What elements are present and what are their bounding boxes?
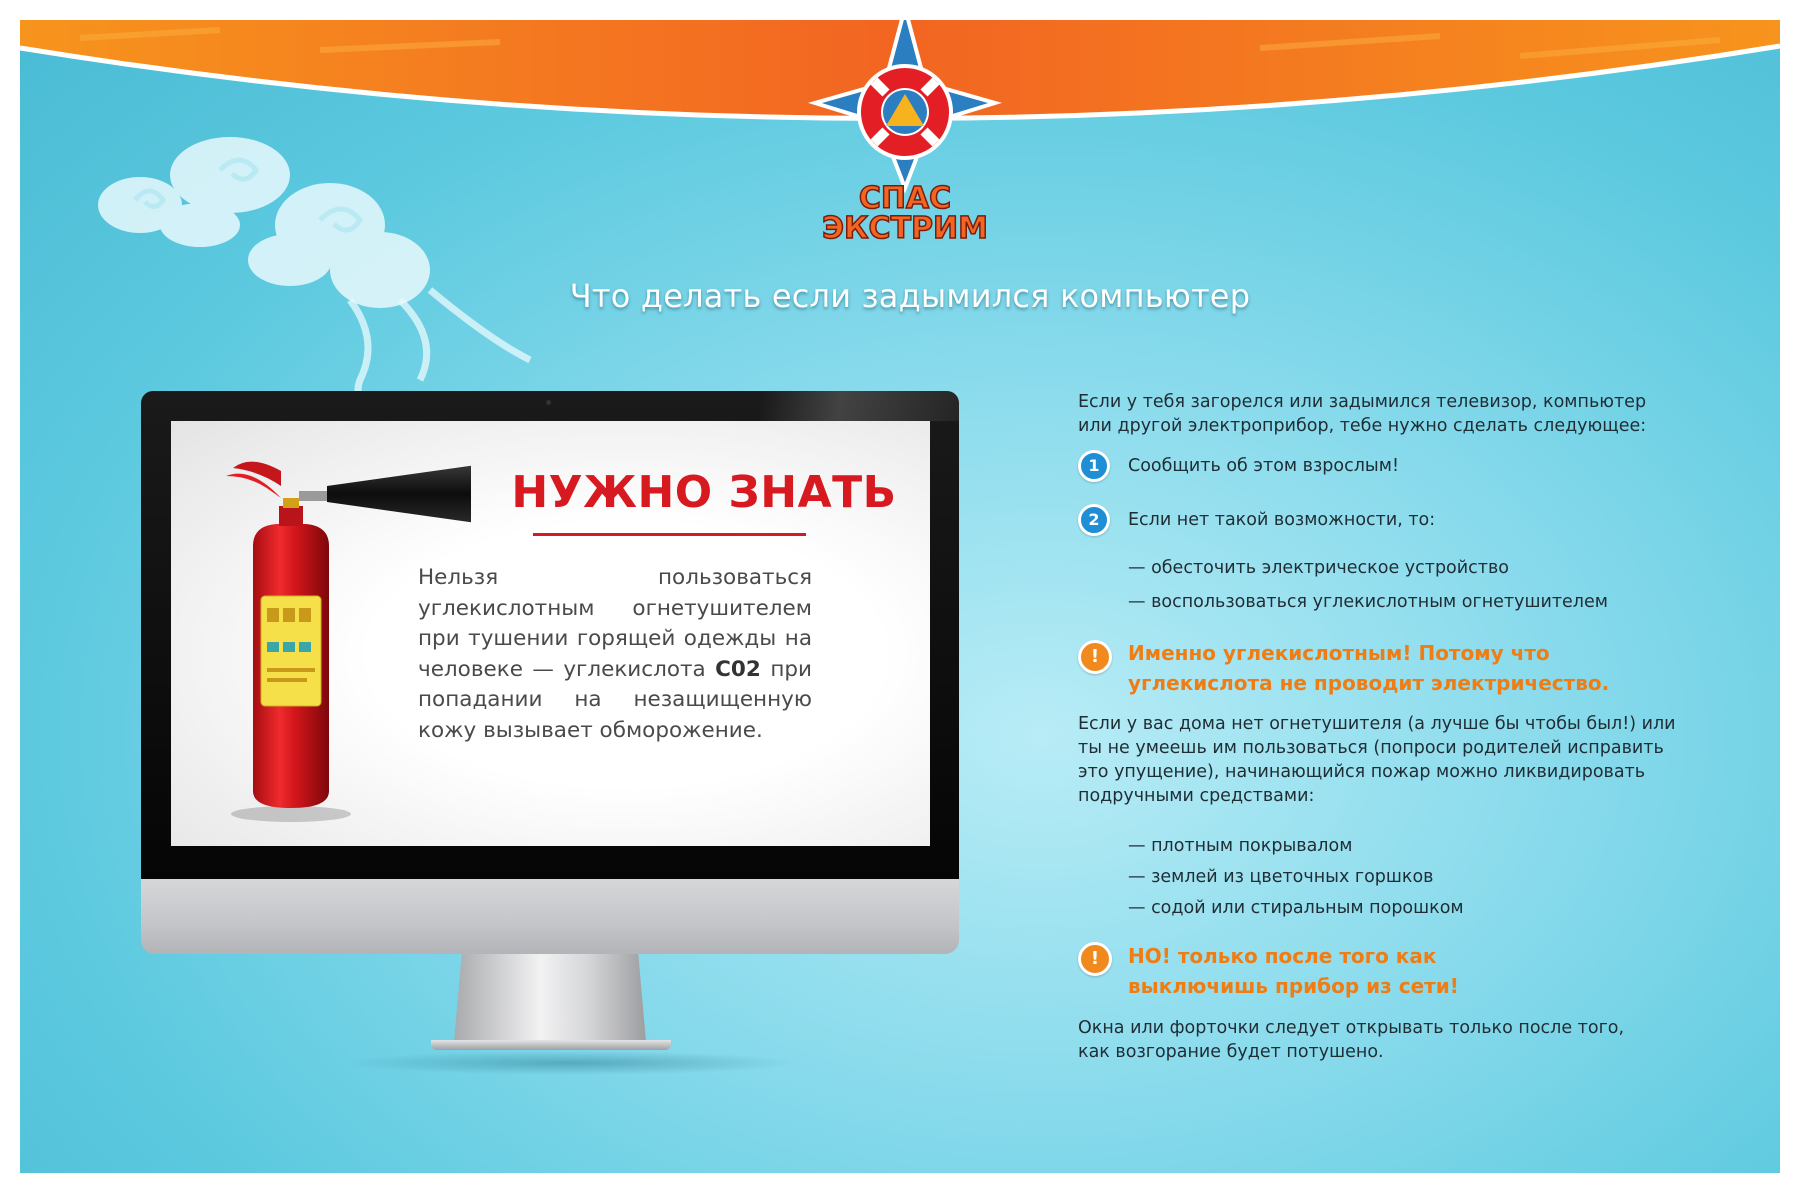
means-paragraph-line: это упущение), начинающийся пожар можно ликвидировать — [1078, 762, 1646, 782]
step-1-badge: 1 — [1078, 450, 1110, 482]
spas-extreme-logo — [790, 20, 1020, 268]
final-note — [1078, 1016, 1624, 1064]
warning-1-line2: углекислота не проводит электричество. — [1128, 671, 1610, 695]
means-paragraph-line: Если у вас дома нет огнетушителя (а лучше бы чтобы был!) или — [1078, 714, 1676, 734]
monitor-stand — [454, 954, 646, 1042]
page-title: Что делать если задымился компьютер — [569, 277, 1251, 315]
action-item: — воспользоваться углекислотным огнетушителем — [1128, 592, 1608, 612]
warning-2-text — [1128, 941, 1459, 1001]
means-paragraph-line: ты не умеешь им пользоваться (попроси родителей исправить — [1078, 738, 1664, 758]
warning-1-line1: Именно углекислотным! Потому что — [1128, 641, 1550, 665]
final-note-line1: Окна или форточки следует открывать только после того, — [1078, 1018, 1625, 1038]
camera-dot — [546, 400, 551, 405]
warning-1-text — [1128, 638, 1609, 698]
means-paragraph — [1078, 712, 1676, 808]
intro-line2: или другой электроприбор, тебе нужно сделать следующее: — [1078, 416, 1647, 436]
means-paragraph-line: подручными средствами: — [1078, 786, 1315, 806]
monitor-illustration — [141, 391, 959, 1081]
must-know-text-bold: C02 — [715, 656, 761, 682]
warning-icon: ! — [1078, 640, 1112, 674]
warning-2-line1: НО! только после того как — [1128, 944, 1437, 968]
must-know-heading: НУЖНО ЗНАТЬ — [511, 467, 897, 518]
must-know-text — [418, 563, 812, 746]
logo-line2: ЭКСТРИМ — [822, 211, 988, 246]
means-item: — землей из цветочных горшков — [1128, 867, 1434, 887]
step-2-text: Если нет такой возможности, то: — [1128, 510, 1436, 530]
step-2-badge: 2 — [1078, 504, 1110, 536]
heading-underline — [533, 533, 806, 536]
warning-2-line2: выключишь прибор из сети! — [1128, 974, 1459, 998]
monitor-chin — [141, 879, 959, 954]
means-item: — содой или стиральным порошком — [1128, 898, 1464, 918]
intro-line1: Если у тебя загорелся или задымился телевизор, компьютер — [1078, 392, 1647, 412]
warning-icon: ! — [1078, 942, 1112, 976]
means-item: — плотным покрывалом — [1128, 836, 1353, 856]
final-note-line2: как возгорание будет потушено. — [1078, 1042, 1384, 1062]
poster — [20, 20, 1780, 1173]
monitor-bezel — [141, 391, 959, 879]
monitor-foot — [431, 1040, 671, 1050]
logo-line1: СПАС — [858, 181, 952, 216]
intro-text — [1078, 390, 1646, 438]
step-1-text: Сообщить об этом взрослым! — [1128, 456, 1399, 476]
monitor-screen — [171, 421, 930, 846]
monitor-shadow — [341, 1051, 801, 1075]
must-know-text-end: при попадании на незащищенную кожу вызывает обморожение. — [418, 656, 812, 743]
bezel-glare — [761, 391, 959, 421]
must-know-text-main: Нельзя пользоваться углекислотным огнетушителем при тушении горящей одежды на человеке — углекислота — [418, 565, 812, 682]
action-item: — обесточить электрическое устройство — [1128, 558, 1509, 578]
